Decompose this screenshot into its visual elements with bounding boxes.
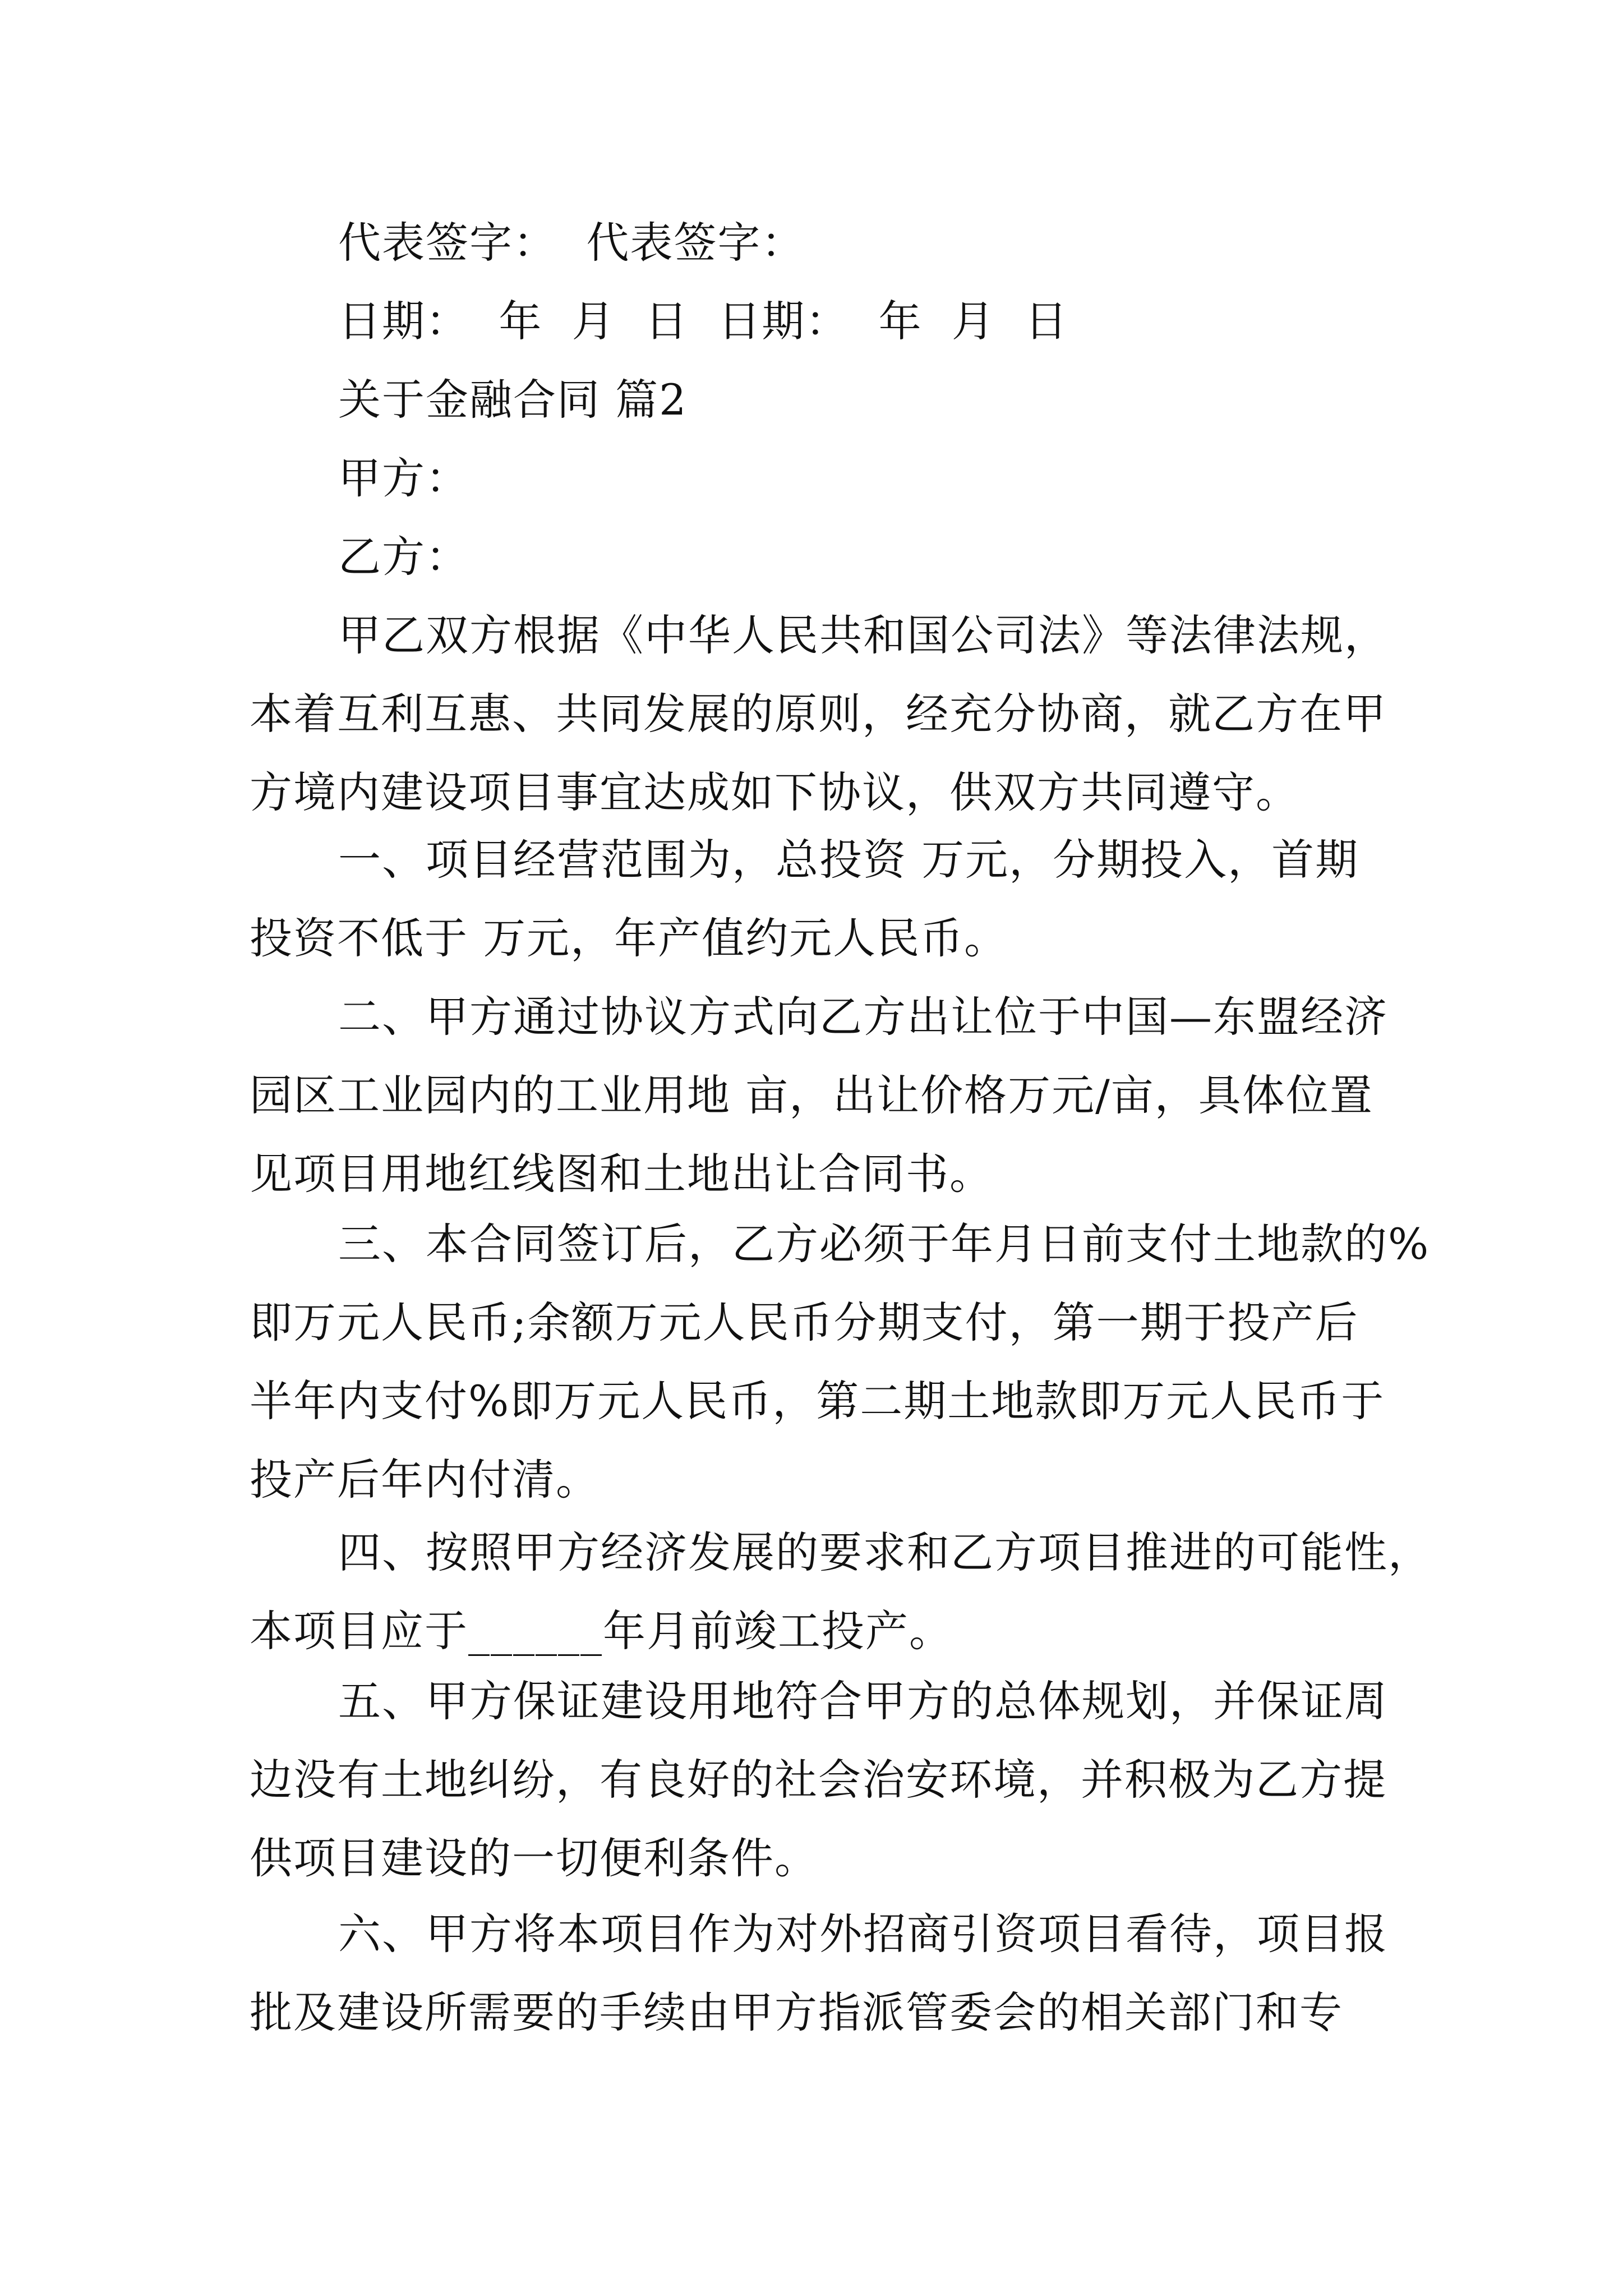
clause-3-line: 即万元人民币;余额万元人民币分期支付，第一期于投产后 — [250, 1297, 1359, 1347]
paragraph-intro-line: 甲乙双方根据《中华人民共和国公司法》等法律法规， — [338, 610, 1388, 660]
representative-signature-line: 代表签字： 代表签字： — [338, 218, 805, 268]
paragraph-intro-line: 方境内建设项目事宜达成如下协议，供双方共同遵守。 — [250, 767, 1299, 817]
clause-3-line: 投产后年内付清。 — [250, 1455, 600, 1504]
clause-5-line: 边没有土地纠纷，有良好的社会治安环境，并积极为乙方提 — [250, 1755, 1387, 1805]
clause-6-line: 批及建设所需要的手续由甲方指派管委会的相关部门和专 — [250, 1987, 1343, 2037]
clause-2-line: 二、甲方通过协议方式向乙方出让位于中国—东盟经济 — [338, 992, 1388, 1042]
clause-4-line: 四、按照甲方经济发展的要求和乙方项目推进的可能性， — [338, 1527, 1432, 1577]
clause-3-line: 半年内支付%即万元人民币，第二期土地款即万元人民币于 — [250, 1376, 1385, 1426]
clause-5-line: 供项目建设的一切便利条件。 — [250, 1833, 818, 1883]
clause-4-line: 本项目应于______年月前竣工投产。 — [250, 1606, 953, 1656]
clause-3-line: 三、本合同签订后，乙方必须于年月日前支付土地款的% — [338, 1219, 1430, 1269]
clause-1-line: 一、项目经营范围为，总投资 万元，分期投入，首期 — [338, 835, 1359, 885]
paragraph-intro-line: 本着互利互惠、共同发展的原则，经充分协商，就乙方在甲 — [250, 689, 1387, 739]
clause-2-line: 园区工业园内的工业用地 亩，出让价格万元/亩，具体位置 — [250, 1070, 1373, 1120]
clause-1-line: 投资不低于 万元，年产值约元人民币。 — [250, 913, 1008, 963]
clause-2-line: 见项目用地红线图和土地出让合同书。 — [250, 1149, 993, 1199]
clause-6-line: 六、甲方将本项目作为对外招商引资项目看待，项目报 — [338, 1909, 1388, 1959]
party-a-line: 甲方： — [338, 453, 469, 503]
clause-5-line: 五、甲方保证建设用地符合甲方的总体规划，并保证周 — [338, 1676, 1388, 1726]
date-line: 日期： 年 月 日 日期： 年 月 日 — [338, 296, 1069, 346]
party-b-line: 乙方： — [338, 532, 469, 582]
section-heading: 关于金融合同 篇2 — [338, 375, 688, 425]
